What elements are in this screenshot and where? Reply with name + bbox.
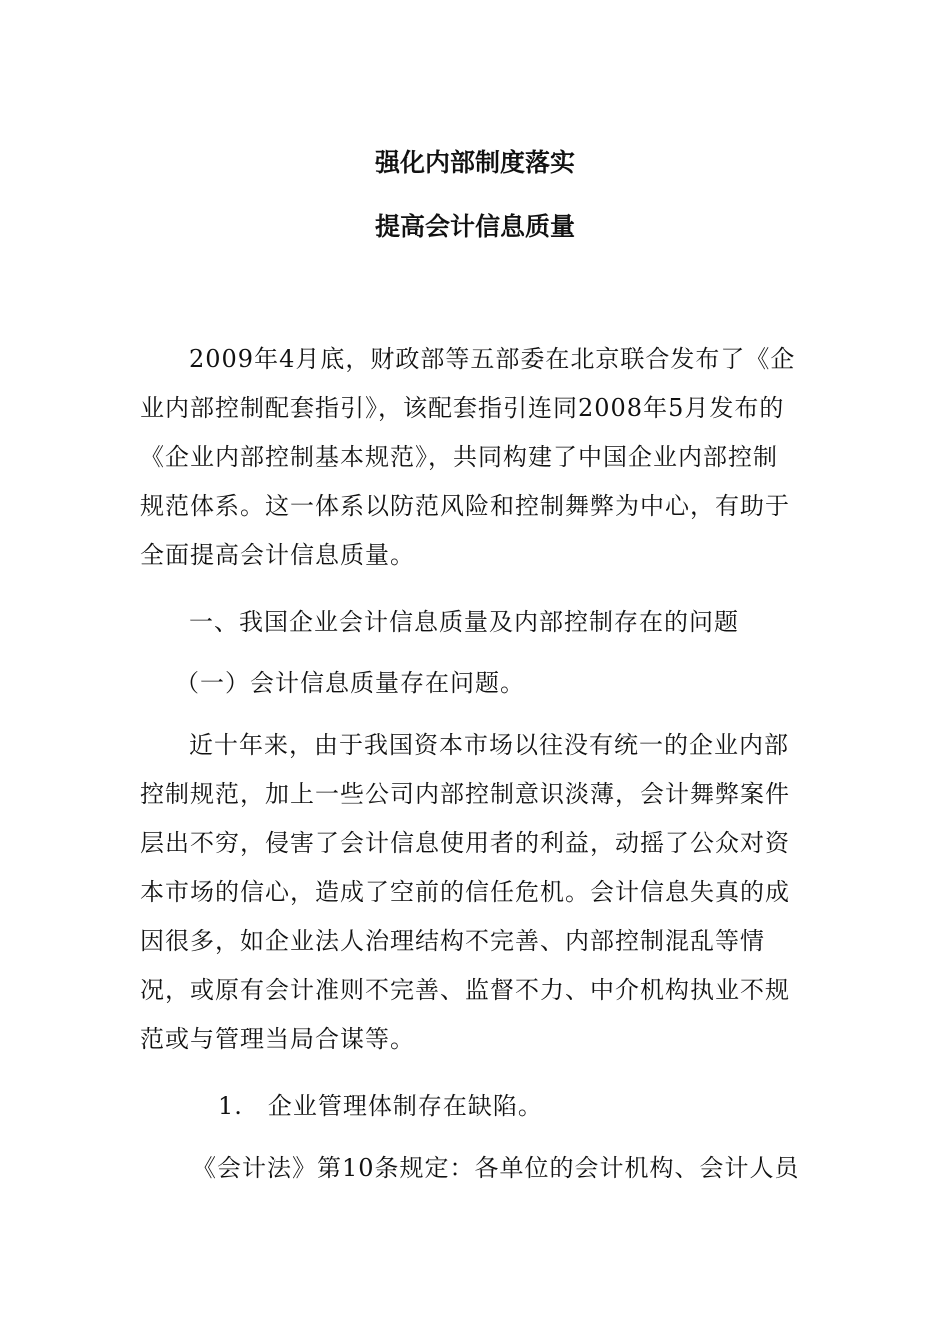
- list-item-1: [140, 1082, 820, 1131]
- paragraph-line: 层出不穷，侵害了会计信息使用者的利益，动摇了公众对资: [140, 829, 790, 857]
- paragraph-line: 本市场的信心，造成了空前的信任危机。会计信息失真的成: [140, 878, 790, 906]
- paragraph-line: 《企业内部控制基本规范》，共同构建了中国企业内部控制: [140, 443, 778, 471]
- paragraph-line: 况，或原有会计准则不完善、监督不力、中介机构执业不规: [140, 976, 790, 1004]
- paragraph-intro: [140, 335, 820, 580]
- section-heading-2: [140, 659, 820, 708]
- paragraph-line: 范或与管理当局合谋等。: [140, 1025, 415, 1053]
- section-heading-1: [140, 598, 820, 647]
- document-title-line-2: 提高会计信息质量: [374, 212, 575, 241]
- heading-line: （一）会计信息质量存在问题。: [175, 669, 525, 697]
- paragraph-line: 全面提高会计信息质量。: [140, 541, 415, 569]
- document-title-line-1: 强化内部制度落实: [374, 148, 575, 177]
- paragraph-problems: [140, 721, 820, 1064]
- list-item-line: 1. 企业管理体制存在缺陷。: [218, 1092, 543, 1120]
- paragraph-line: 《会计法》第10条规定：各单位的会计机构、会计人员: [192, 1154, 800, 1182]
- paragraph-line: 规范体系。这一体系以防范风险和控制舞弊为中心，有助于: [140, 492, 790, 520]
- heading-line: 一、我国企业会计信息质量及内部控制存在的问题: [189, 608, 739, 636]
- paragraph-line: 2009年4月底，财政部等五部委在北京联合发布了《企: [189, 345, 796, 373]
- paragraph-line: 近十年来，由于我国资本市场以往没有统一的企业内部: [189, 731, 789, 759]
- paragraph-line: 控制规范，加上一些公司内部控制意识淡薄，会计舞弊案件: [140, 780, 790, 808]
- paragraph-line: 业内部控制配套指引》，该配套指引连同2008年5月发布的: [140, 394, 785, 422]
- paragraph-accounting-law: [140, 1144, 820, 1193]
- paragraph-line: 因很多，如企业法人治理结构不完善、内部控制混乱等情: [140, 927, 765, 955]
